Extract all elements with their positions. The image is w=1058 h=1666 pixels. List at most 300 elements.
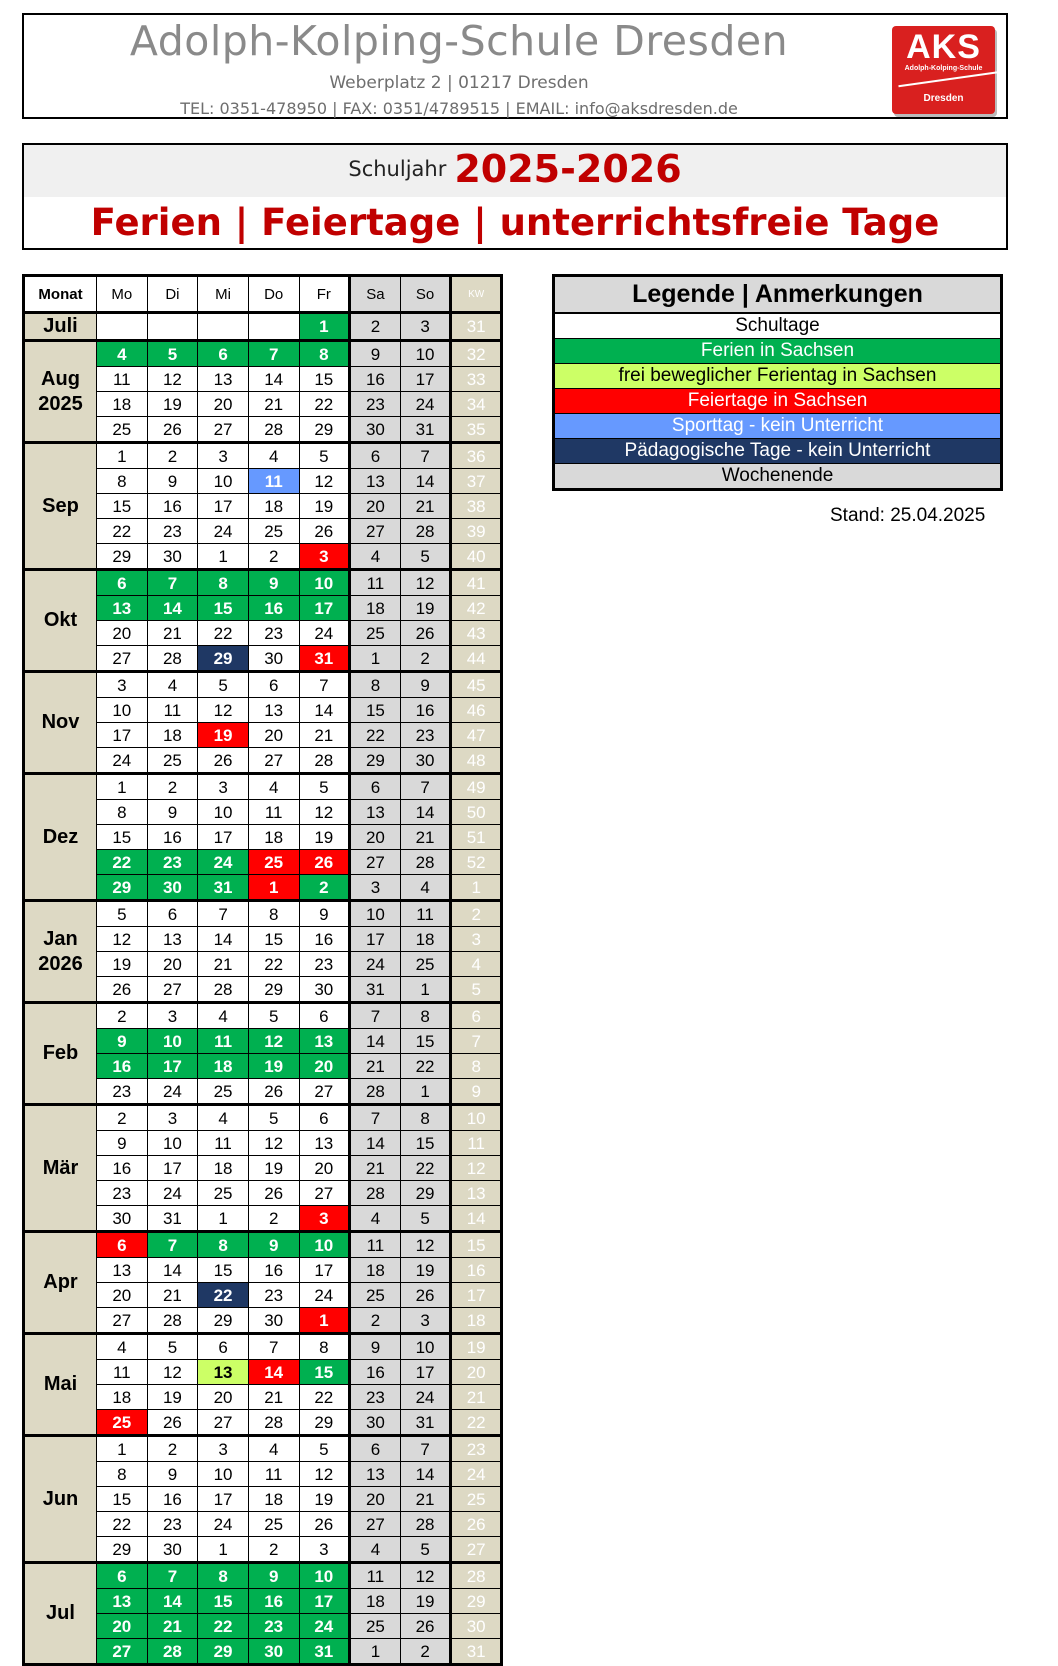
week-row: [24, 313, 502, 341]
day-cell: 8: [198, 1563, 249, 1589]
day-cell: 6: [350, 443, 401, 469]
day-cell: 25: [97, 417, 148, 443]
day-cell: 4: [198, 1003, 249, 1029]
day-cell: 30: [400, 748, 451, 774]
kw-cell: 41: [451, 570, 502, 596]
day-cell: [147, 313, 198, 341]
day-cell: 24: [198, 519, 249, 544]
day-cell: 21: [147, 621, 198, 646]
day-cell: 24: [299, 1283, 350, 1308]
day-cell: 8: [400, 1003, 451, 1029]
day-cell: 30: [248, 1639, 299, 1665]
day-cell: 22: [198, 1614, 249, 1639]
week-row: [24, 774, 502, 800]
kw-cell: 50: [451, 800, 502, 825]
day-cell: 3: [198, 443, 249, 469]
day-cell: 26: [299, 1512, 350, 1537]
holiday-calendar-table: [22, 274, 503, 1666]
day-cell: 12: [400, 1563, 451, 1589]
school-year-prefix: Schuljahr: [348, 157, 447, 181]
header-di: Di: [147, 276, 198, 313]
day-cell: 11: [350, 1563, 401, 1589]
day-cell: 19: [147, 392, 198, 417]
day-cell: 21: [248, 1385, 299, 1410]
day-cell: 24: [350, 952, 401, 977]
day-cell: 3: [299, 1206, 350, 1232]
day-cell: 28: [248, 1410, 299, 1436]
month-label: Jul: [24, 1563, 97, 1665]
day-cell: 20: [97, 621, 148, 646]
day-cell: 3: [299, 544, 350, 570]
day-cell: 19: [147, 1385, 198, 1410]
day-cell: 2: [248, 1537, 299, 1563]
month-label: Feb: [24, 1003, 97, 1105]
day-cell: 7: [350, 1003, 401, 1029]
week-row: [24, 1563, 502, 1589]
day-cell: 19: [248, 1156, 299, 1181]
day-cell: 2: [400, 646, 451, 672]
day-cell: 14: [198, 927, 249, 952]
kw-cell: 24: [451, 1462, 502, 1487]
day-cell: 12: [97, 927, 148, 952]
day-cell: 16: [147, 494, 198, 519]
day-cell: 27: [248, 748, 299, 774]
day-cell: 27: [198, 1410, 249, 1436]
kw-cell: 36: [451, 443, 502, 469]
day-cell: 30: [147, 1537, 198, 1563]
day-cell: 6: [350, 774, 401, 800]
week-row: [24, 443, 502, 469]
day-cell: 17: [147, 1156, 198, 1181]
kw-cell: 19: [451, 1334, 502, 1360]
title-box: [22, 143, 1008, 250]
day-cell: 26: [400, 1283, 451, 1308]
header-month: Monat: [24, 276, 97, 313]
day-cell: 27: [299, 1079, 350, 1105]
day-cell: 29: [299, 1410, 350, 1436]
kw-cell: 28: [451, 1563, 502, 1589]
day-cell: 25: [198, 1181, 249, 1206]
day-cell: 22: [198, 1283, 249, 1308]
kw-cell: 9: [451, 1079, 502, 1105]
day-cell: 23: [350, 1385, 401, 1410]
day-cell: 11: [400, 901, 451, 927]
day-cell: 17: [299, 1258, 350, 1283]
kw-cell: 12: [451, 1156, 502, 1181]
kw-cell: 18: [451, 1308, 502, 1334]
day-cell: 2: [299, 875, 350, 901]
day-cell: 7: [400, 1436, 451, 1462]
kw-cell: 8: [451, 1054, 502, 1079]
day-cell: 6: [198, 1334, 249, 1360]
day-cell: 14: [400, 1462, 451, 1487]
day-cell: 4: [147, 672, 198, 698]
kw-cell: 14: [451, 1206, 502, 1232]
day-cell: 6: [198, 341, 249, 367]
day-cell: 17: [299, 1589, 350, 1614]
day-cell: 3: [198, 1436, 249, 1462]
legend-item: Feiertage in Sachsen: [555, 389, 1000, 414]
day-cell: 16: [350, 367, 401, 392]
day-cell: 26: [248, 1079, 299, 1105]
day-cell: 1: [400, 977, 451, 1003]
day-cell: 30: [299, 977, 350, 1003]
week-row: [24, 1334, 502, 1360]
school-header: [22, 13, 1008, 119]
day-cell: 27: [97, 646, 148, 672]
day-cell: 3: [350, 875, 401, 901]
day-cell: [198, 313, 249, 341]
day-cell: 8: [97, 800, 148, 825]
day-cell: 11: [97, 367, 148, 392]
day-cell: 21: [299, 723, 350, 748]
day-cell: 23: [147, 1512, 198, 1537]
kw-cell: 15: [451, 1232, 502, 1258]
day-cell: 11: [350, 570, 401, 596]
day-cell: 16: [350, 1360, 401, 1385]
kw-cell: 40: [451, 544, 502, 570]
day-cell: 13: [350, 800, 401, 825]
day-cell: 17: [299, 596, 350, 621]
kw-cell: 25: [451, 1487, 502, 1512]
day-cell: 6: [299, 1105, 350, 1131]
day-cell: 5: [299, 774, 350, 800]
kw-cell: 23: [451, 1436, 502, 1462]
kw-cell: 33: [451, 367, 502, 392]
day-cell: 13: [147, 927, 198, 952]
legend-item: Sporttag - kein Unterricht: [555, 414, 1000, 439]
day-cell: 9: [248, 1232, 299, 1258]
day-cell: 22: [97, 1512, 148, 1537]
day-cell: 19: [198, 723, 249, 748]
day-cell: 10: [299, 570, 350, 596]
day-cell: 28: [350, 1181, 401, 1206]
day-cell: 2: [350, 1308, 401, 1334]
school-name: Adolph-Kolping-Schule Dresden: [129, 17, 789, 65]
kw-cell: 11: [451, 1131, 502, 1156]
day-cell: 9: [350, 341, 401, 367]
kw-cell: 39: [451, 519, 502, 544]
day-cell: 20: [350, 1487, 401, 1512]
kw-cell: 6: [451, 1003, 502, 1029]
day-cell: 28: [147, 1639, 198, 1665]
day-cell: 25: [147, 748, 198, 774]
day-cell: 30: [248, 1308, 299, 1334]
day-cell: 18: [198, 1054, 249, 1079]
day-cell: 7: [147, 570, 198, 596]
day-cell: 3: [198, 774, 249, 800]
kw-cell: 34: [451, 392, 502, 417]
day-cell: 8: [198, 570, 249, 596]
day-cell: 4: [97, 341, 148, 367]
day-cell: 7: [248, 341, 299, 367]
header-fr: Fr: [299, 276, 350, 313]
day-cell: 28: [198, 977, 249, 1003]
day-cell: 17: [400, 1360, 451, 1385]
day-cell: 28: [299, 748, 350, 774]
day-cell: 12: [248, 1131, 299, 1156]
day-cell: 14: [400, 800, 451, 825]
day-cell: 12: [400, 1232, 451, 1258]
day-cell: 8: [248, 901, 299, 927]
logo-city: Dresden: [923, 93, 964, 104]
day-cell: 12: [147, 367, 198, 392]
day-cell: 21: [350, 1054, 401, 1079]
day-cell: 23: [350, 392, 401, 417]
day-cell: 25: [248, 850, 299, 875]
day-cell: 12: [299, 1462, 350, 1487]
day-cell: 27: [350, 1512, 401, 1537]
day-cell: 21: [350, 1156, 401, 1181]
day-cell: 15: [350, 698, 401, 723]
day-cell: 7: [350, 1105, 401, 1131]
kw-cell: 31: [451, 313, 502, 341]
day-cell: 31: [350, 977, 401, 1003]
month-label: Juli: [24, 313, 97, 341]
day-cell: 4: [248, 443, 299, 469]
day-cell: 24: [198, 850, 249, 875]
day-cell: 11: [248, 469, 299, 494]
month-label: Jun: [24, 1436, 97, 1563]
day-cell: 15: [198, 596, 249, 621]
day-cell: 15: [299, 1360, 350, 1385]
legend-item: frei beweglicher Ferientag in Sachsen: [555, 364, 1000, 389]
day-cell: 28: [400, 1512, 451, 1537]
day-cell: 18: [198, 1156, 249, 1181]
day-cell: 3: [400, 1308, 451, 1334]
day-cell: 11: [248, 800, 299, 825]
day-cell: 25: [198, 1079, 249, 1105]
legend-item: Schultage: [555, 314, 1000, 339]
day-cell: 27: [198, 417, 249, 443]
day-cell: 19: [400, 1258, 451, 1283]
day-cell: 17: [198, 825, 249, 850]
legend-item: Pädagogische Tage - kein Unterricht: [555, 439, 1000, 464]
day-cell: 10: [350, 901, 401, 927]
day-cell: 1: [198, 1206, 249, 1232]
legend-items: [555, 314, 1000, 488]
day-cell: 21: [147, 1283, 198, 1308]
day-cell: 30: [97, 1206, 148, 1232]
school-contact: TEL: 0351-478950 | FAX: 0351/4789515 | EMAIL: info@aksdresden.de: [180, 99, 738, 118]
day-cell: 8: [198, 1232, 249, 1258]
day-cell: 7: [198, 901, 249, 927]
day-cell: 3: [147, 1003, 198, 1029]
day-cell: 27: [299, 1181, 350, 1206]
kw-cell: 51: [451, 825, 502, 850]
day-cell: 8: [97, 1462, 148, 1487]
day-cell: 1: [97, 443, 148, 469]
day-cell: 15: [248, 927, 299, 952]
day-cell: 7: [147, 1563, 198, 1589]
month-label: Sep: [24, 443, 97, 570]
day-cell: 29: [198, 646, 249, 672]
kw-cell: 5: [451, 977, 502, 1003]
kw-cell: 26: [451, 1512, 502, 1537]
day-cell: 6: [248, 672, 299, 698]
day-cell: 19: [248, 1054, 299, 1079]
day-cell: 7: [400, 443, 451, 469]
day-cell: 1: [350, 1639, 401, 1665]
day-cell: 5: [248, 1003, 299, 1029]
day-cell: 12: [299, 469, 350, 494]
day-cell: 20: [97, 1283, 148, 1308]
day-cell: 24: [97, 748, 148, 774]
day-cell: 14: [147, 1589, 198, 1614]
kw-cell: 44: [451, 646, 502, 672]
week-row: [24, 901, 502, 927]
day-cell: 10: [198, 800, 249, 825]
day-cell: 5: [400, 1537, 451, 1563]
day-cell: 22: [350, 723, 401, 748]
day-cell: 29: [97, 1537, 148, 1563]
day-cell: 30: [248, 646, 299, 672]
kw-cell: 20: [451, 1360, 502, 1385]
day-cell: 26: [299, 519, 350, 544]
week-row: [24, 1436, 502, 1462]
day-cell: 9: [147, 1462, 198, 1487]
day-cell: 13: [97, 596, 148, 621]
day-cell: 25: [248, 1512, 299, 1537]
day-cell: 2: [248, 544, 299, 570]
kw-cell: 47: [451, 723, 502, 748]
day-cell: 5: [400, 544, 451, 570]
day-cell: 9: [147, 469, 198, 494]
day-cell: 22: [248, 952, 299, 977]
day-cell: [97, 313, 148, 341]
kw-cell: 29: [451, 1589, 502, 1614]
week-row: [24, 672, 502, 698]
kw-cell: 45: [451, 672, 502, 698]
day-cell: 5: [147, 341, 198, 367]
day-cell: 13: [350, 1462, 401, 1487]
header-mo: Mo: [97, 276, 148, 313]
day-cell: 13: [198, 367, 249, 392]
day-cell: 30: [147, 544, 198, 570]
day-cell: 2: [147, 443, 198, 469]
kw-cell: 52: [451, 850, 502, 875]
day-cell: 11: [97, 1360, 148, 1385]
day-cell: 24: [147, 1079, 198, 1105]
day-cell: 17: [147, 1054, 198, 1079]
day-cell: 28: [147, 646, 198, 672]
day-cell: 4: [97, 1334, 148, 1360]
month-label: Mär: [24, 1105, 97, 1232]
day-cell: 17: [198, 494, 249, 519]
day-cell: 26: [400, 621, 451, 646]
day-cell: 6: [147, 901, 198, 927]
kw-cell: 22: [451, 1410, 502, 1436]
month-label: Nov: [24, 672, 97, 774]
day-cell: 12: [400, 570, 451, 596]
day-cell: 20: [248, 723, 299, 748]
day-cell: 18: [97, 1385, 148, 1410]
day-cell: 1: [400, 1079, 451, 1105]
day-cell: 5: [147, 1334, 198, 1360]
day-cell: 11: [350, 1232, 401, 1258]
day-cell: 21: [248, 392, 299, 417]
day-cell: 23: [400, 723, 451, 748]
day-cell: 8: [97, 469, 148, 494]
day-cell: 9: [147, 800, 198, 825]
day-cell: 18: [147, 723, 198, 748]
day-cell: 1: [97, 1436, 148, 1462]
day-cell: 25: [400, 952, 451, 977]
day-cell: 14: [248, 367, 299, 392]
day-cell: 11: [198, 1029, 249, 1054]
day-cell: 6: [97, 570, 148, 596]
kw-cell: 30: [451, 1614, 502, 1639]
day-cell: 23: [299, 952, 350, 977]
day-cell: 4: [350, 1206, 401, 1232]
month-label: Mai: [24, 1334, 97, 1436]
day-cell: 10: [198, 469, 249, 494]
day-cell: 18: [248, 494, 299, 519]
day-cell: 31: [400, 1410, 451, 1436]
day-cell: 10: [198, 1462, 249, 1487]
day-cell: 5: [299, 1436, 350, 1462]
day-cell: 2: [97, 1003, 148, 1029]
day-cell: 31: [400, 417, 451, 443]
month-label: Jan 2026: [24, 901, 97, 1003]
day-cell: 9: [350, 1334, 401, 1360]
day-cell: 29: [198, 1308, 249, 1334]
kw-cell: 49: [451, 774, 502, 800]
day-cell: 22: [400, 1054, 451, 1079]
day-cell: 5: [400, 1206, 451, 1232]
day-cell: 24: [147, 1181, 198, 1206]
day-cell: 3: [97, 672, 148, 698]
day-cell: 29: [350, 748, 401, 774]
month-label: Okt: [24, 570, 97, 672]
day-cell: 27: [97, 1639, 148, 1665]
kw-cell: 35: [451, 417, 502, 443]
day-cell: 15: [97, 1487, 148, 1512]
kw-cell: 38: [451, 494, 502, 519]
day-cell: 15: [299, 367, 350, 392]
day-cell: 26: [400, 1614, 451, 1639]
day-cell: 20: [350, 825, 401, 850]
kw-cell: 31: [451, 1639, 502, 1665]
logo-swoosh: [898, 71, 1001, 87]
day-cell: 5: [248, 1105, 299, 1131]
day-cell: 26: [198, 748, 249, 774]
day-cell: 5: [97, 901, 148, 927]
day-cell: 5: [198, 672, 249, 698]
header-so: So: [400, 276, 451, 313]
day-cell: 17: [97, 723, 148, 748]
day-cell: 18: [248, 825, 299, 850]
day-cell: 24: [299, 1614, 350, 1639]
day-cell: 2: [350, 313, 401, 341]
day-cell: 30: [350, 417, 401, 443]
day-cell: 23: [97, 1079, 148, 1105]
day-cell: 26: [248, 1181, 299, 1206]
day-cell: 22: [299, 392, 350, 417]
day-cell: 1: [198, 1537, 249, 1563]
day-cell: 10: [299, 1563, 350, 1589]
day-cell: 16: [299, 927, 350, 952]
header-kw: KW: [451, 276, 502, 313]
day-cell: 25: [97, 1410, 148, 1436]
kw-cell: 48: [451, 748, 502, 774]
day-cell: 4: [400, 875, 451, 901]
day-cell: 2: [400, 1639, 451, 1665]
day-cell: 15: [198, 1258, 249, 1283]
day-cell: 14: [299, 698, 350, 723]
kw-cell: 13: [451, 1181, 502, 1206]
day-cell: 29: [97, 544, 148, 570]
